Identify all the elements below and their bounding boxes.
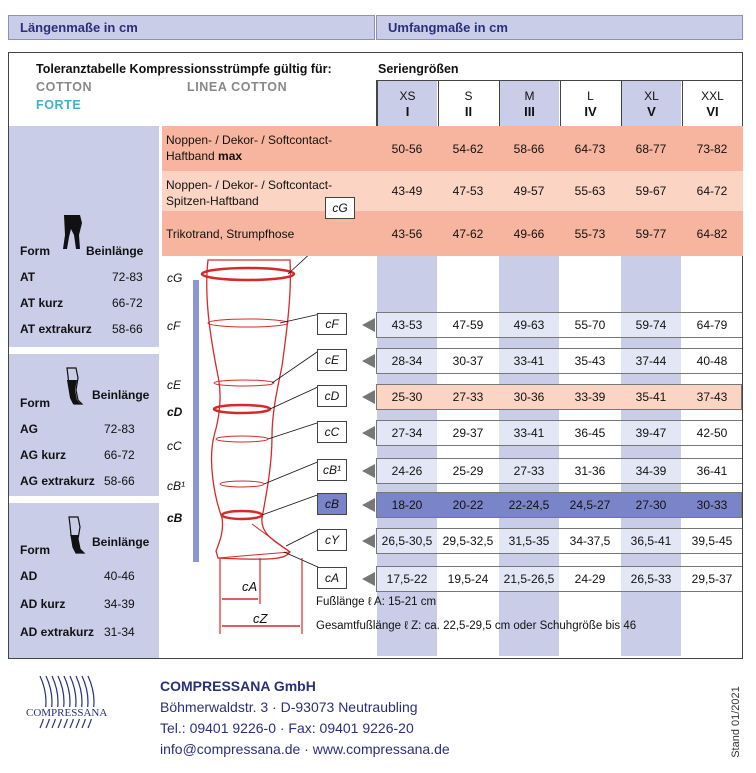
size-column-header: [499, 81, 559, 126]
measure-tag: cF: [317, 313, 347, 335]
top-row-value: 43-49: [391, 184, 423, 198]
logo-text: COMPRESSANA: [26, 707, 108, 719]
measure-value: 35-41: [635, 390, 667, 404]
stand-date: Stand 01/2021: [729, 686, 742, 758]
measure-value: 34-37,5: [569, 534, 611, 548]
thigh-stocking-icon: [62, 366, 84, 408]
compressana-logo: [30, 672, 120, 736]
measure-value: 40-48: [696, 354, 728, 368]
measure-value: 20-22: [452, 498, 484, 512]
measure-value: 24-26: [391, 464, 423, 478]
company-web[interactable]: info@compressana.de · www.compressana.de: [160, 741, 450, 757]
group-item-name: AD: [20, 569, 38, 583]
measure-value: 28-34: [391, 354, 423, 368]
top-row-value: 64-82: [696, 226, 728, 241]
group-leglength-label: Beinlänge: [92, 535, 150, 549]
product-linea-cotton: LINEA COTTON: [187, 80, 288, 94]
measure-value: 35-43: [574, 354, 606, 368]
group-item-value: 34-39: [104, 597, 135, 611]
measure-value: 24-29: [574, 572, 606, 586]
top-row-value: 49-57: [513, 184, 545, 198]
measure-value: 25-30: [391, 390, 423, 404]
top-row-value: 64-73: [574, 141, 606, 156]
size-column-header: [621, 81, 681, 126]
measure-tag: cE: [317, 349, 347, 371]
note-total-foot-length: Gesamtfußlänge ℓ Z: ca. 22,5-29,5 cm oder Schuhgröße bis 46: [316, 620, 637, 632]
top-row-label: [166, 177, 332, 209]
measure-value: 49-63: [513, 318, 545, 332]
group-item-value: 58-66: [112, 322, 143, 336]
size-letter: M: [524, 89, 535, 103]
measure-value: 33-39: [574, 390, 606, 404]
measure-value: 25-29: [452, 464, 484, 478]
measure-value: 30-33: [696, 498, 728, 512]
measure-pointer: [362, 354, 375, 368]
top-row-value: 54-62: [452, 141, 484, 156]
top-row-value: 49-66: [513, 226, 545, 241]
top-row-label: [166, 226, 294, 242]
size-roman: I: [405, 104, 410, 119]
product-forte: FORTE: [36, 98, 82, 112]
top-row-value: 68-77: [635, 141, 667, 156]
measure-value: 39-47: [635, 426, 667, 440]
size-roman: III: [524, 104, 535, 119]
group-item-name: AG: [20, 422, 38, 436]
measure-value: 37-43: [696, 390, 728, 404]
size-letter: XXL: [701, 89, 724, 103]
leg-label: cB: [167, 511, 183, 525]
size-roman: VI: [706, 104, 719, 119]
group-item-name: AD extrakurz: [20, 625, 95, 639]
measure-pointer: [362, 318, 375, 332]
leg-label: cB¹: [167, 479, 185, 493]
group-item-name: AT: [20, 270, 36, 284]
group-item-value: 72-83: [104, 422, 135, 436]
top-row-value: 47-53: [452, 184, 484, 198]
measure-value: 29,5-32,5: [442, 534, 494, 548]
group-item-value: 31-34: [104, 625, 135, 639]
measure-value: 36-41: [696, 464, 728, 478]
measure-tag: cC: [317, 421, 347, 443]
top-row-label: [166, 132, 332, 164]
group-item-name: AT kurz: [20, 296, 64, 310]
company-address: Böhmerwaldstr. 3 · D-93073 Neutraubling: [160, 699, 418, 715]
leg-label: cE: [167, 378, 182, 392]
size-roman: II: [464, 104, 473, 119]
top-row-label-line1: Trikotrand, Strumpfhose: [166, 227, 295, 241]
measure-value: 31,5-35: [508, 534, 550, 548]
measure-value: 19,5-24: [447, 572, 489, 586]
group-item-value: 66-72: [112, 296, 143, 310]
measure-value: 47-59: [452, 318, 484, 332]
group-item-value: 66-72: [104, 448, 135, 462]
top-row-value: 58-66: [513, 141, 545, 156]
group-item-value: 72-83: [112, 270, 143, 284]
group-item-name: AD kurz: [20, 597, 66, 611]
group-leglength-label: Beinlänge: [92, 388, 150, 402]
knee-stocking-icon: [64, 515, 86, 557]
measure-value: 26,5-30,5: [381, 534, 433, 548]
measure-tag: cA: [317, 567, 347, 589]
measure-value: 27-33: [452, 390, 484, 404]
circumference-header: Umfangmaße in cm: [376, 15, 743, 40]
leg-label: cF: [167, 319, 181, 333]
top-row-value: 73-82: [696, 141, 728, 156]
top-row-label-line1: Noppen- / Dekor- / Softcontact-: [166, 133, 333, 147]
measure-value: 21,5-26,5: [503, 572, 555, 586]
measure-value: 18-20: [391, 498, 423, 512]
measure-pointer: [362, 390, 375, 404]
measure-tag: cB¹: [317, 459, 347, 481]
tolerance-title: Toleranztabelle Kompressionsstrümpfe gültig für:: [36, 62, 332, 76]
measure-value: 33-41: [513, 354, 545, 368]
top-row-value: 64-72: [696, 184, 728, 198]
measure-value: 36,5-41: [630, 534, 672, 548]
leg-label: cG: [167, 271, 183, 285]
measure-value: 59-74: [635, 318, 667, 332]
group-leglength-label: Beinlänge: [86, 244, 144, 258]
measure-tag: cY: [317, 529, 347, 551]
measure-value: 27-33: [513, 464, 545, 478]
group-item-value: 58-66: [104, 474, 135, 488]
measure-value: 31-36: [574, 464, 606, 478]
measure-value: 64-79: [696, 318, 728, 332]
measure-value: 43-53: [391, 318, 423, 332]
measure-value: 30-36: [513, 390, 545, 404]
top-row-value: 50-56: [391, 141, 423, 156]
top-row-label-line2: [166, 148, 332, 164]
leg-label: cC: [167, 439, 182, 453]
measure-value: 39,5-45: [691, 534, 733, 548]
product-cotton: COTTON: [36, 80, 93, 94]
measure-tag: cD: [317, 385, 347, 407]
series-sizes-label: Seriengrößen: [378, 62, 459, 76]
group-item-value: 40-46: [104, 569, 135, 583]
measure-value: 34-39: [635, 464, 667, 478]
foot-label-z: cZ: [253, 611, 268, 626]
top-row-label-line2: [166, 193, 332, 209]
top-row-label-bold: max: [218, 149, 243, 163]
top-row-value: 59-77: [635, 226, 667, 241]
company-phone: Tel.: 09401 9226-0 · Fax: 09401 9226-20: [160, 720, 414, 736]
measure-value: 27-34: [391, 426, 423, 440]
size-roman: IV: [584, 104, 597, 119]
size-column-header: [682, 81, 742, 126]
measure-value: 29-37: [452, 426, 484, 440]
measure-tag: cB: [317, 493, 347, 515]
measure-pointer: [362, 498, 375, 512]
top-row-label-line1: Noppen- / Dekor- / Softcontact-: [166, 178, 333, 192]
measure-value: 37-44: [635, 354, 667, 368]
top-row-value: 47-62: [452, 226, 484, 241]
measure-value: 27-30: [635, 498, 667, 512]
group-item-name: AG kurz: [20, 448, 67, 462]
measure-pointer: [362, 464, 375, 478]
measure-value: 30-37: [452, 354, 484, 368]
tag-cG: cG: [325, 197, 355, 219]
measure-value: 33-41: [513, 426, 545, 440]
top-row-value: 59-67: [635, 184, 667, 198]
note-foot-length: Fußlänge ℓ A: 15-21 cm: [316, 596, 437, 608]
length-header: Längenmaße in cm: [8, 15, 375, 40]
measure-value: 22-24,5: [508, 498, 550, 512]
size-letter: S: [464, 89, 473, 103]
measure-value: 17,5-22: [386, 572, 428, 586]
group-form-label: Form: [20, 396, 50, 410]
measure-pointer: [362, 572, 375, 586]
measure-value: 55-70: [574, 318, 606, 332]
leg-label: cD: [167, 405, 183, 419]
measure-value: 36-45: [574, 426, 606, 440]
measure-value: 42-50: [696, 426, 728, 440]
size-column-header: [560, 81, 620, 126]
measure-value: 26,5-33: [630, 572, 672, 586]
measure-pointer: [362, 534, 375, 548]
group-item-name: AG extrakurz: [20, 474, 95, 488]
size-column-header: [438, 81, 498, 126]
size-letter: L: [587, 89, 594, 103]
group-item-name: AT extrakurz: [20, 322, 92, 336]
top-row-value: 55-73: [574, 226, 606, 241]
measure-value: 29,5-37: [691, 572, 733, 586]
top-row-value: 55-63: [574, 184, 606, 198]
measure-pointer: [362, 426, 375, 440]
size-roman: V: [647, 104, 656, 119]
group-form-label: Form: [20, 244, 50, 258]
company-name: COMPRESSANA GmbH: [160, 678, 316, 694]
top-row-label-text: Haftband: [166, 149, 219, 163]
measure-value: 24,5-27: [569, 498, 611, 512]
top-row-label-text: Spitzen-Haftband: [166, 194, 259, 208]
size-letter: XS: [399, 89, 416, 103]
group-form-label: Form: [20, 543, 50, 557]
top-row-value: 43-56: [391, 226, 423, 241]
tights-icon: [60, 213, 86, 253]
size-letter: XL: [644, 89, 659, 103]
foot-label-a: cA: [242, 579, 258, 594]
size-column-header: [377, 81, 437, 126]
